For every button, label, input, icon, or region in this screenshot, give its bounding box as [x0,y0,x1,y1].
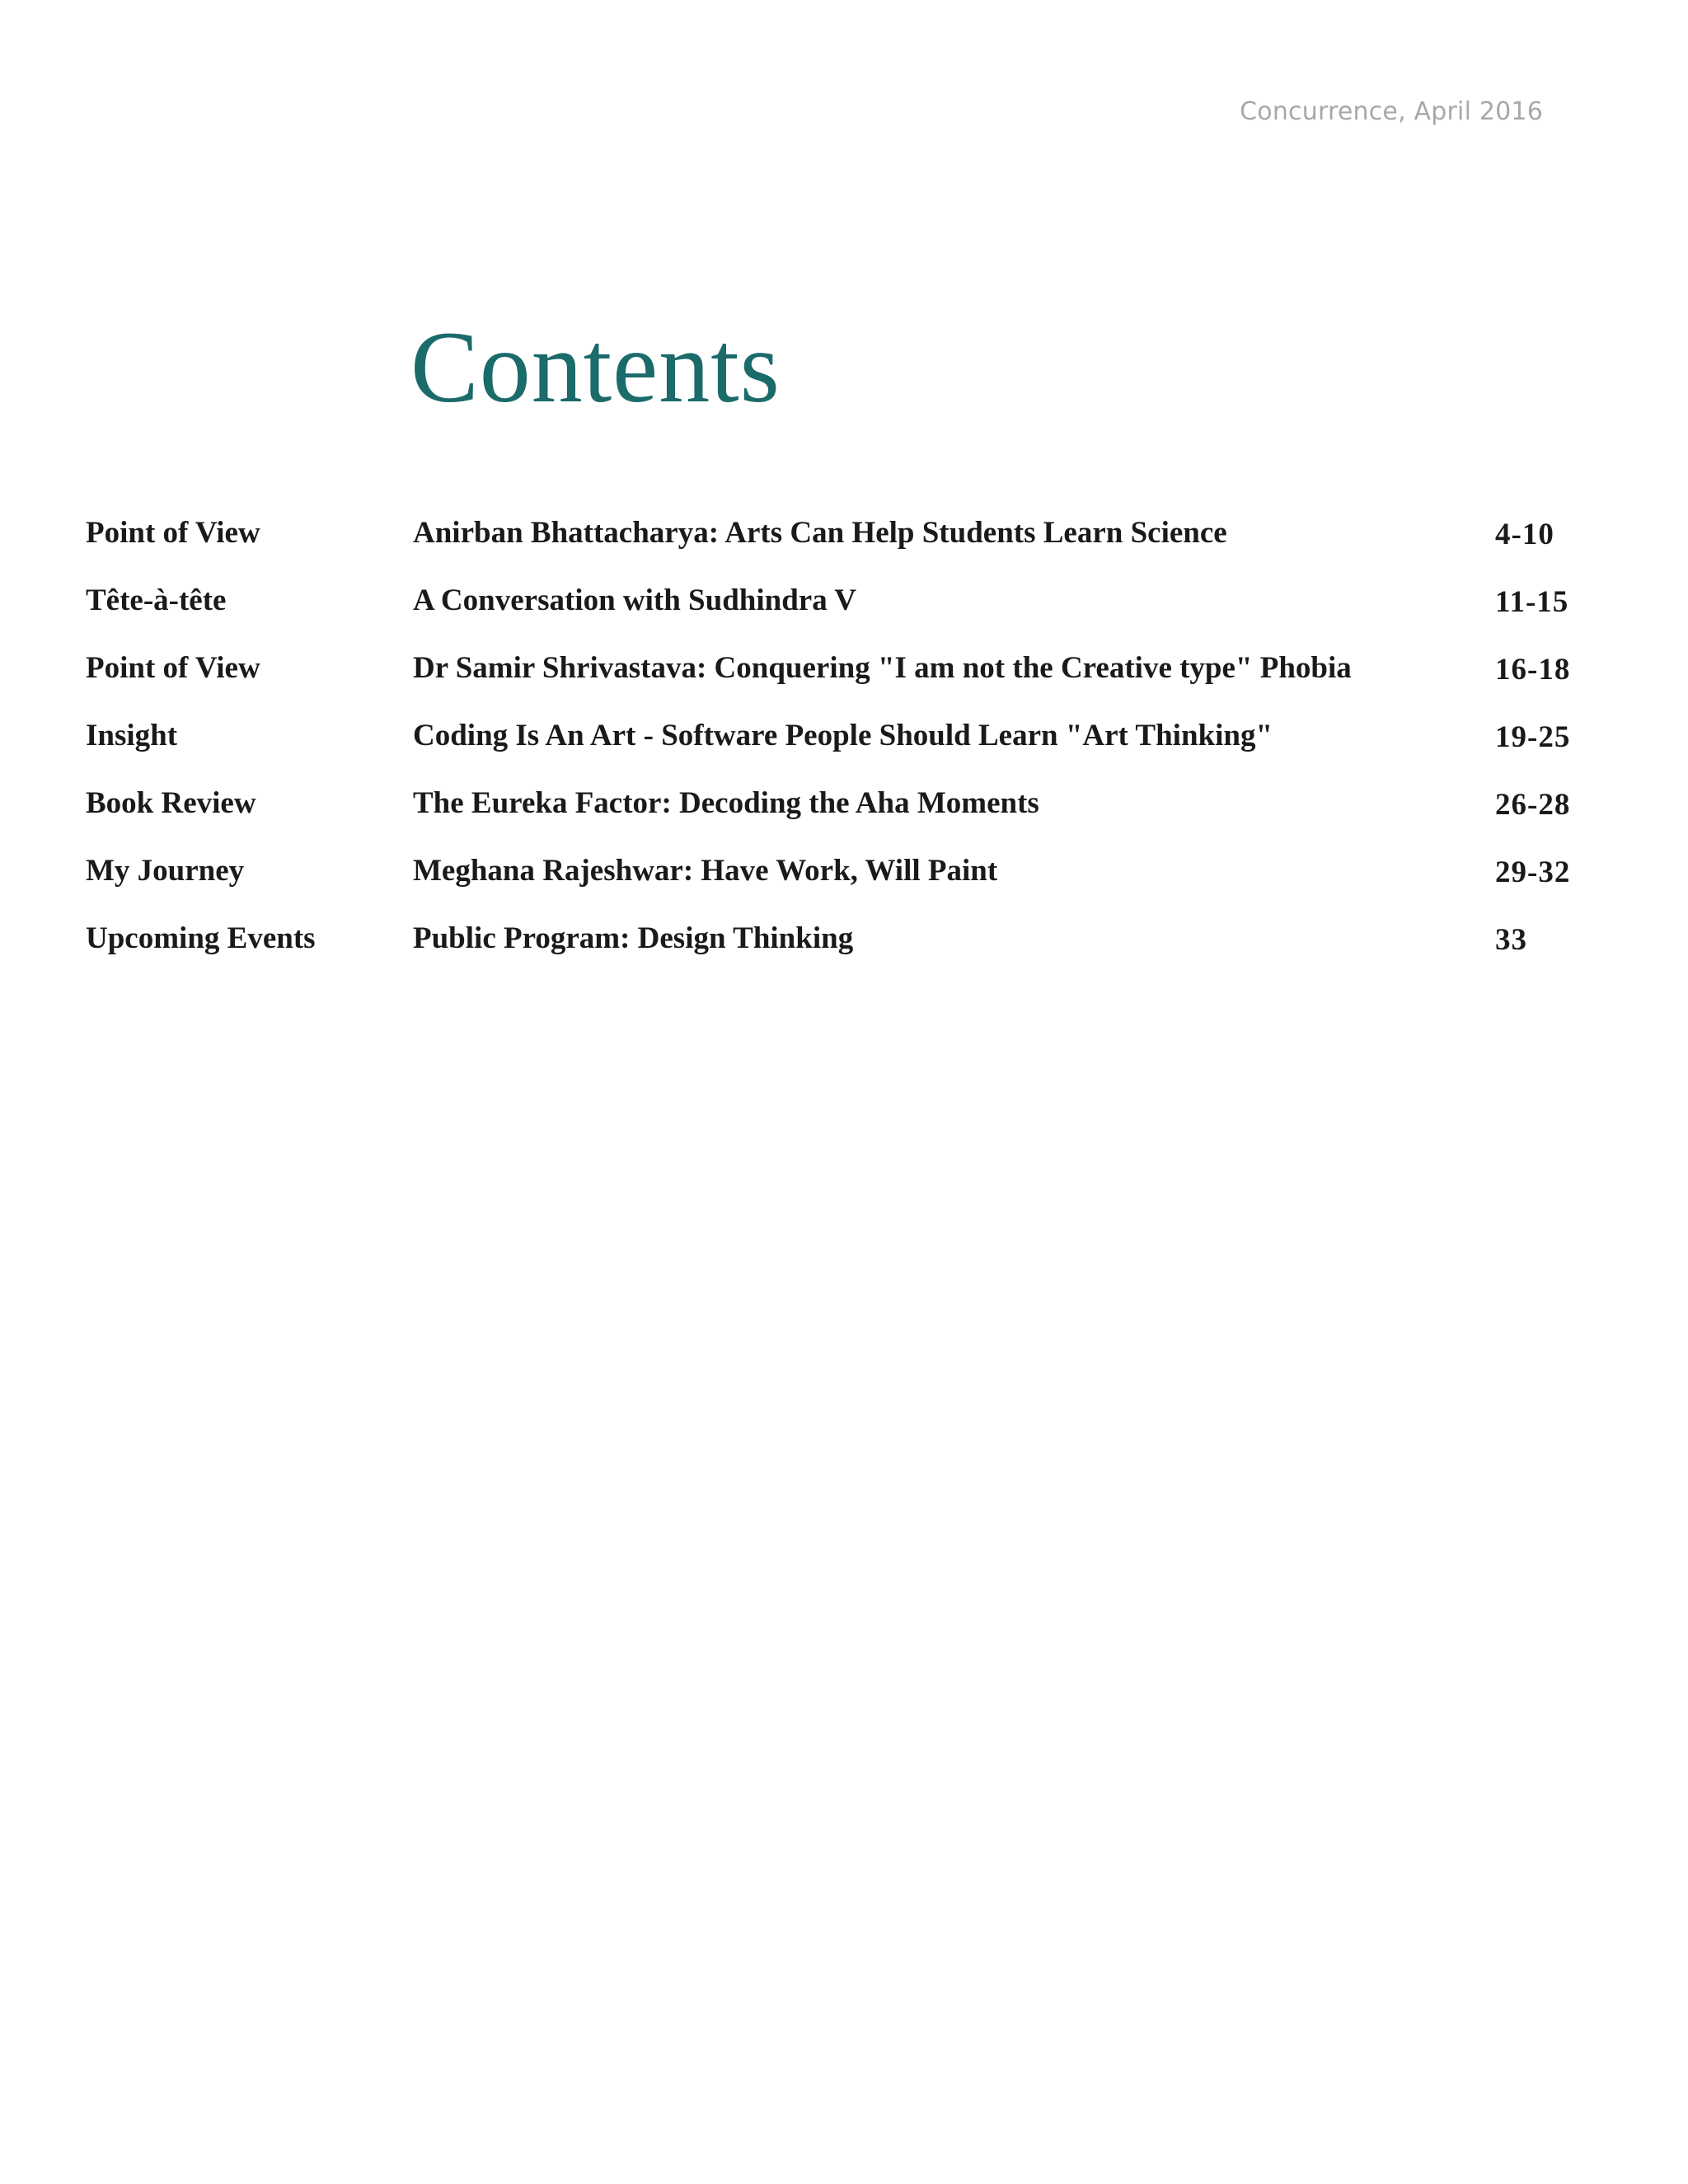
toc-section-label: My Journey [86,854,245,888]
toc-section-label: Upcoming Events [86,921,316,955]
toc-row [0,785,1688,853]
toc-section-label: Point of View [86,516,260,550]
toc-page-range: 26-28 [1495,788,1571,822]
toc-page-range: 19-25 [1495,720,1571,754]
toc-row [0,650,1688,718]
page-title: Contents [410,311,781,424]
toc-page-range: 33 [1495,923,1527,957]
toc-article-title: Meghana Rajeshwar: Have Work, Will Paint [413,854,998,888]
toc-page-range: 29-32 [1495,855,1571,889]
toc-article-title: Anirban Bhattacharya: Arts Can Help Students Learn Science [413,516,1227,550]
toc-row [0,853,1688,921]
toc-section-label: Tête-à-tête [86,583,227,617]
running-header: Concurrence, April 2016 [1240,97,1543,126]
toc-row [0,515,1688,583]
toc-article-title: A Conversation with Sudhindra V [413,583,857,617]
toc-page-range: 11-15 [1495,585,1569,619]
table-of-contents [0,515,1688,988]
toc-row [0,583,1688,650]
toc-article-title: Public Program: Design Thinking [413,921,854,955]
toc-row [0,718,1688,785]
toc-section-label: Insight [86,719,178,752]
toc-section-label: Point of View [86,651,260,685]
toc-row [0,921,1688,988]
toc-article-title: The Eureka Factor: Decoding the Aha Moments [413,786,1039,820]
toc-page-range: 16-18 [1495,653,1571,687]
toc-article-title: Coding Is An Art - Software People Should Learn "Art Thinking" [413,719,1273,752]
toc-section-label: Book Review [86,786,256,820]
toc-article-title: Dr Samir Shrivastava: Conquering "I am not the Creative type" Phobia [413,651,1352,685]
toc-page-range: 4-10 [1495,518,1554,551]
